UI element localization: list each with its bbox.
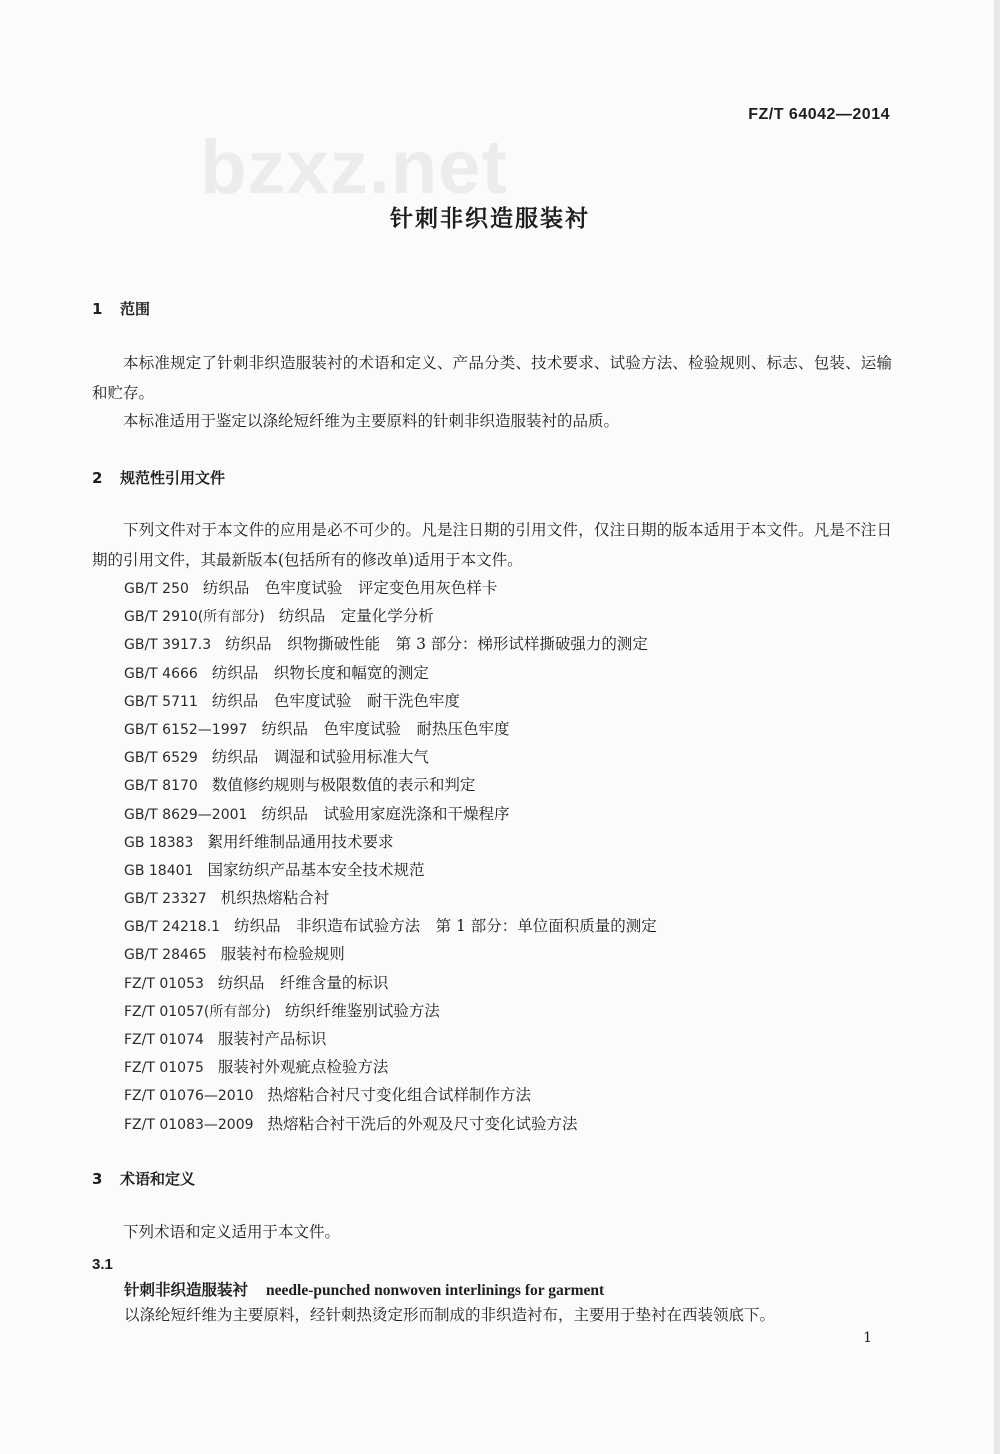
list-item: GB/T 250 纺织品 色牢度试验 评定变色用灰色样卡	[124, 579, 498, 597]
section-1-paragraph-1: 本标准规定了针刺非织造服装衬的术语和定义、产品分类、技术要求、试验方法、检验规则、标志、包装、运输和贮存。	[92, 354, 892, 402]
section-number: 3	[92, 1170, 103, 1188]
watermark: bzxz.net	[200, 125, 508, 210]
page-number: 1	[863, 1330, 872, 1346]
page-edge-shadow	[994, 0, 1000, 1454]
list-item: GB/T 2910(所有部分) 纺织品 定量化学分析	[124, 607, 434, 626]
list-item: FZ/T 01075 服装衬外观疵点检验方法	[124, 1058, 389, 1077]
list-item: FZ/T 01083—2009 热熔粘合衬干洗后的外观及尺寸变化试验方法	[124, 1114, 578, 1133]
list-item: GB/T 8170 数值修约规则与极限数值的表示和判定	[124, 776, 476, 795]
section-3-heading	[92, 1168, 195, 1189]
section-number: 2	[92, 469, 103, 487]
list-item: GB/T 6152—1997 纺织品 色牢度试验 耐热压色牢度	[124, 719, 510, 738]
section-2-intro: 下列文件对于本文件的应用是必不可少的。凡是注日期的引用文件，仅注日期的版本适用于本文件。凡是不注日期的引用文件，其最新版本(包括所有的修改单)适用于本文件。	[92, 521, 892, 569]
term-number: 3.1	[92, 1256, 113, 1273]
section-title: 范围	[120, 300, 151, 318]
term-name-en: needle-punched nonwoven interlinings for garment	[266, 1282, 605, 1299]
list-item: GB/T 23327 机织热熔粘合衬	[124, 889, 330, 908]
list-item: GB 18401 国家纺织产品基本安全技术规范	[124, 860, 425, 879]
page-title: 针刺非织造服装衬	[390, 206, 590, 232]
list-item: GB/T 6529 纺织品 调湿和试验用标准大气	[124, 748, 429, 767]
section-2-heading	[92, 467, 225, 488]
section-1-heading	[92, 298, 150, 319]
list-item: GB 18383 絮用纤维制品通用技术要求	[124, 832, 394, 851]
list-item: GB/T 8629—2001 纺织品 试验用家庭洗涤和干燥程序	[124, 804, 510, 823]
list-item: FZ/T 01076—2010 热熔粘合衬尺寸变化组合试样制作方法	[124, 1086, 532, 1105]
term-name	[124, 1278, 604, 1300]
list-item: FZ/T 01057(所有部分) 纺织纤维鉴别试验方法	[124, 1001, 440, 1020]
term-name-zh: 针刺非织造服装衬	[124, 1281, 249, 1299]
list-item: GB/T 4666 纺织品 织物长度和幅宽的测定	[124, 663, 429, 682]
list-item: GB/T 28465 服装衬布检验规则	[124, 945, 345, 964]
list-item: GB/T 24218.1 纺织品 非织造布试验方法 第 1 部分：单位面积质量的测定	[124, 917, 657, 936]
list-item: FZ/T 01053 纺织品 纤维含量的标识	[124, 973, 389, 992]
section-3-intro: 下列术语和定义适用于本文件。	[123, 1223, 341, 1241]
section-title: 术语和定义	[120, 1170, 196, 1188]
list-item: GB/T 5711 纺织品 色牢度试验 耐干洗色牢度	[124, 691, 460, 710]
list-item: GB/T 3917.3 纺织品 织物撕破性能 第 3 部分：梯形试样撕破强力的测定	[124, 635, 648, 654]
standard-code: FZ/T 64042—2014	[748, 106, 890, 123]
section-1-paragraph-2: 本标准适用于鉴定以涤纶短纤维为主要原料的针刺非织造服装衬的品质。	[123, 412, 620, 430]
list-item: FZ/T 01074 服装衬产品标识	[124, 1030, 327, 1048]
section-number: 1	[92, 300, 103, 318]
term-definition: 以涤纶短纤维为主要原料，经针刺热烫定形而制成的非织造衬布，主要用于垫衬在西装领底下。	[124, 1306, 776, 1324]
section-title: 规范性引用文件	[120, 469, 226, 487]
normative-references-list	[124, 574, 657, 1138]
